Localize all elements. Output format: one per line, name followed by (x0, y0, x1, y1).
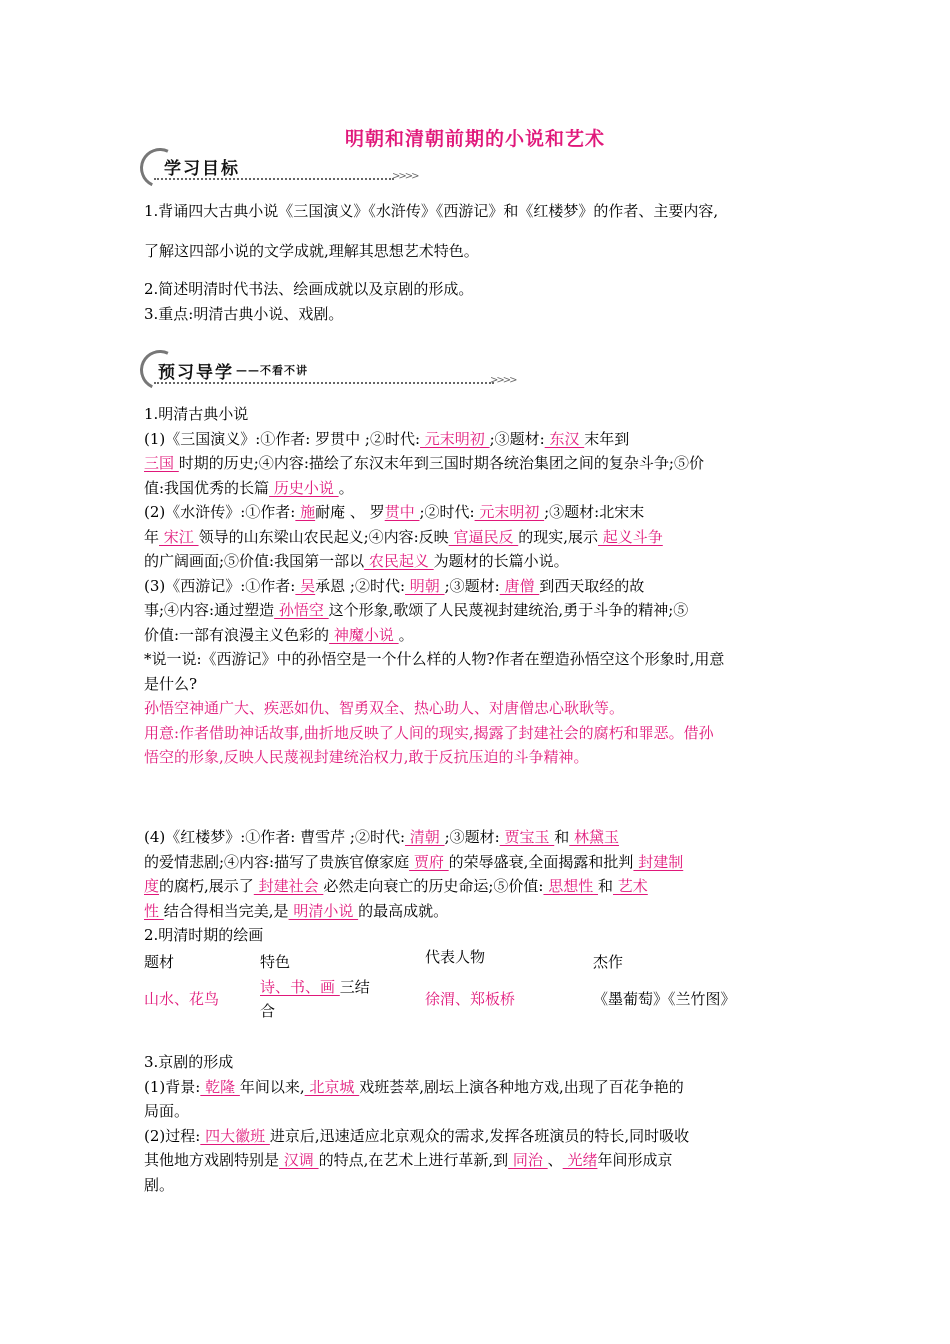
objectives-list (144, 199, 809, 224)
honglou-line: 度的腐朽,展示了 封建社会 必然走向衰亡的历史命运;⑤价值: 思想性 和 艺术 (144, 877, 648, 895)
honglou-line: (4)《红楼梦》:①作者: 曹雪芹 ;②时代: 清朝 ;③题材: 贾宝玉 和 林黛玉 (144, 828, 620, 846)
answer: 封建社会 (253, 877, 324, 895)
discuss-answer: 悟空的形象,反映人民蔑视封建统治权力,敢于反抗压迫的斗争精神。 (144, 748, 589, 766)
table-cell: 山水、花鸟 (144, 990, 220, 1008)
answer: 东汉 (544, 429, 585, 448)
xiyou-line: 价值:一部有浪漫主义色彩的 神魔小说 。 (144, 625, 414, 644)
answer: 元末明初 (474, 503, 545, 521)
chevron-right-icon: >>>> (490, 375, 516, 386)
objective-item: 3.重点:明清古典小说、戏剧。 (144, 304, 344, 323)
shuihu-line: (2)《水浒传》:①作者: 施耐庵 、 罗贯中 ;②时代: 元末明初 ;③题材:北宋末 (144, 503, 645, 521)
novels-heading: 1.明清古典小说 (144, 405, 249, 423)
discuss-answer: 孙悟空神通广大、疾恶如仇、智勇双全、热心助人、对唐僧忠心耿耿等。 (144, 699, 625, 717)
shuihu-line: 年 宋江 领导的山东梁山农民起义;④内容:反映 官逼民反 的现实,展示 起义斗争 (144, 527, 663, 546)
answer: 贾宝玉 (499, 828, 555, 846)
chevron-right-icon: >>>> (392, 171, 418, 182)
painting-heading: 2.明清时期的绘画 (144, 926, 264, 944)
objective-item: 2.简述明清时代书法、绘画成就以及京剧的形成。 (144, 280, 474, 298)
table-header: 题材 (144, 953, 175, 971)
answer: 吴 (295, 576, 316, 595)
answer: 乾隆 (200, 1077, 240, 1096)
answer: 历史小说 (269, 478, 339, 497)
xiyou-line: 事;④内容:通过塑造 孙悟空 这个形象,歌颂了人民蔑视封建统治,勇于斗争的精神;⑤ (144, 601, 689, 619)
answer: 神魔小说 (329, 625, 399, 644)
honglou-line: 的爱情悲剧;④内容:描写了贵族官僚家庭 贾府 的荣辱盛衰,全面揭露和批判 封建制 (144, 852, 684, 871)
answer: 北京城 (304, 1077, 360, 1096)
answer: 同治 (508, 1151, 548, 1169)
honglou-line: 性 结合得相当完美,是 明清小说 的最高成就。 (144, 901, 449, 920)
preview-heading: 预习导学 (158, 362, 234, 383)
sanguo-line: (1)《三国演义》:①作者: 罗贯中 ;②时代: 元末明初 ;③题材: 东汉 末年到 (144, 429, 630, 448)
section-badge-preview (140, 350, 516, 390)
shuihu-line: 的广阔画面;⑤价值:我国第一部以 农民起义 为题材的长篇小说。 (144, 552, 569, 570)
objective-item: 1.背诵四大古典小说《三国演义》《水浒传》《西游记》和《红楼梦》的作者、主要内容, (144, 202, 719, 220)
xiyou-line: (3)《西游记》:①作者: 吴承恩 ;②时代: 明朝 ;③题材: 唐僧 到西天取经的故 (144, 576, 645, 595)
table-header: 代表人物 (425, 948, 486, 966)
page-title: 明朝和清朝前期的小说和艺术 (344, 128, 605, 150)
badge-dotted-line (154, 178, 394, 180)
sanguo-line: 值:我国优秀的长篇 历史小说 。 (144, 478, 354, 497)
table-header: 杰作 (593, 953, 624, 971)
table-cell: 诗、书、画 三结 (260, 978, 370, 996)
answer: 封建制 (633, 852, 684, 871)
table-cell: 合 (260, 1002, 276, 1020)
discuss-question: 是什么? (144, 674, 198, 693)
answer: 元末明初 (420, 429, 490, 448)
objective-item: 了解这四部小说的文学成就,理解其思想艺术特色。 (144, 242, 479, 260)
answer: 宋江 (159, 527, 199, 546)
table-cell: 《墨葡萄》《兰竹图》 (593, 990, 736, 1008)
answer: 唐僧 (499, 576, 540, 595)
answer: 思想性 (543, 877, 598, 895)
answer: 光绪 (562, 1151, 598, 1169)
discuss-answer: 用意:作者借助神话故事,曲折地反映了人间的现实,揭露了封建社会的腐朽和罪恶。借孙 (144, 723, 714, 742)
sanguo-line: 三国 时期的历史;④内容:描绘了东汉末年到三国时期各统治集团之间的复杂斗争;⑤价 (144, 454, 704, 472)
honglou-section (144, 825, 809, 948)
answer: 汉调 (279, 1151, 319, 1169)
answer: 贾府 (409, 852, 449, 871)
opera-line: 其他地方戏剧特别是 汉调 的特点,在艺术上进行革新,到 同治 、 光绪年间形成京 (144, 1151, 673, 1169)
table-cell: 徐渭、郑板桥 (425, 990, 516, 1008)
opera-line: 局面。 (144, 1102, 190, 1120)
answer: 清朝 (405, 828, 445, 846)
answer: 官逼民反 (448, 527, 519, 546)
answer: 农民起义 (364, 552, 434, 570)
answer: 林黛玉 (569, 828, 620, 846)
opera-section (144, 1050, 809, 1197)
answer: 孙悟空 (274, 601, 329, 619)
answer: 度 (144, 877, 160, 895)
answer: 四大徽班 (200, 1126, 270, 1145)
opera-heading: 3.京剧的形成 (144, 1053, 234, 1071)
answer: 性 (144, 901, 164, 920)
preview-subtitle: ——不看不讲 (236, 364, 308, 377)
objectives-heading: 学习目标 (164, 158, 240, 179)
opera-line: (1)背景: 乾隆 年间以来, 北京城 戏班荟萃,剧坛上演各种地方戏,出现了百花争艳的 (144, 1077, 684, 1096)
answer: 明清小说 (288, 901, 359, 920)
answer: 贯中 (384, 503, 420, 521)
discuss-question: *说一说:《西游记》中的孙悟空是一个什么样的人物?作者在塑造孙悟空这个形象时,用意 (144, 650, 725, 668)
opera-line: 剧。 (144, 1175, 175, 1194)
table-header: 特色 (260, 953, 291, 971)
answer: 起义斗争 (598, 527, 663, 546)
answer: 施 (295, 503, 316, 521)
section-badge-objectives (140, 146, 418, 186)
opera-line: (2)过程: 四大徽班 进京后,迅速适应北京观众的需求,发挥各班演员的特长,同时吸收 (144, 1126, 690, 1145)
answer: 明朝 (405, 576, 445, 595)
badge-dotted-line (154, 382, 494, 384)
answer: 艺术 (613, 877, 648, 895)
answer: 三国 (144, 454, 179, 472)
novels-section (144, 402, 809, 770)
